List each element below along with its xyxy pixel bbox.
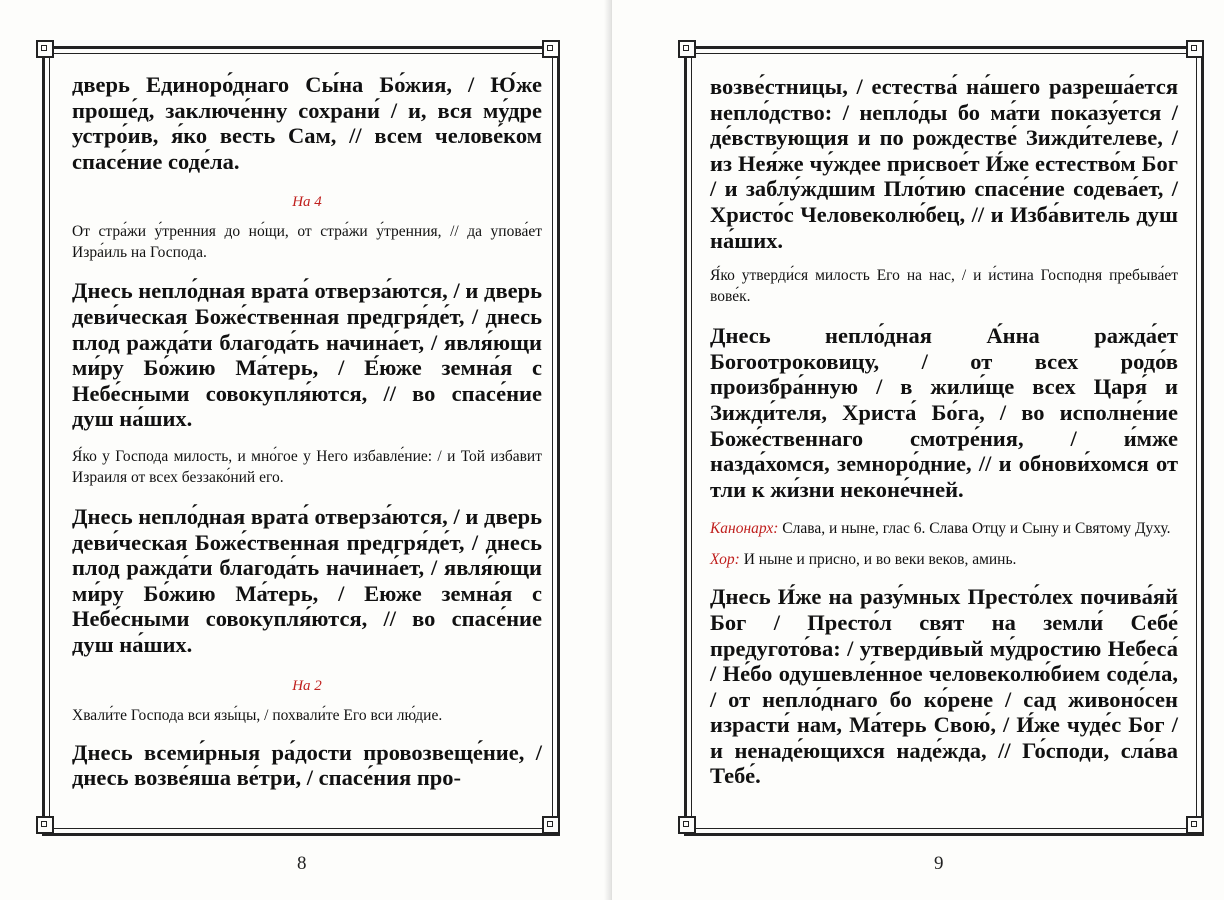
right-hymn-3: Днесь И́же на разу́мных Престо́лех почива́яй Бог / Престо́л свят на земли́ Себе́ предугото́ва: / утверди́вый му́дростию Небеса́ / Не́бо одушевле́нное человеколю́бием соде́ла, / от непло́днаго бо ко́рене / сад живоно́сен израсти́ нам, Ма́терь Свою́, / И́же чуде́с Бог / и ненаде́ющихся наде́жда, // Го́споди, сла́ва Тебе́. bbox=[710, 584, 1178, 789]
left-frame-corner-tr bbox=[542, 40, 560, 58]
left-heading-na-4: На 4 bbox=[292, 194, 322, 211]
right-page-number: 9 bbox=[934, 853, 944, 874]
left-hymn-4: Днесь всеми́рныя ра́дости провозвеще́ние, / днесь возве́яша ве́три, / спасе́ния про- bbox=[72, 739, 542, 791]
kanonarkh-label: Канонарх: bbox=[710, 520, 779, 538]
right-rubric-khor bbox=[710, 549, 1178, 570]
right-page bbox=[612, 0, 1224, 900]
right-frame-corner-bl bbox=[678, 816, 696, 834]
left-heading-na-2: На 2 bbox=[292, 677, 322, 694]
right-hymn-1: возве́стницы, / естества́ на́шего разреша́ется непло́дство: / непло́ды бо ма́ти показу́ется / де́вствующия и по рождестве́ Зижди́телеве, / из Нея́же чу́ждее присвое́т И́же естество́м Бог / и заблу́ждшим Пло́тию спасе́ние содева́ет, / Христо́с Человеколю́бец, // и Изба́витель душ на́ших. bbox=[710, 74, 1178, 253]
right-hymn-2: Днесь непло́дная А́нна ражда́ет Богоотроковицу, / от всех родо́в произбра́нную / в жили́ще всех Царя́ и Зижди́теля, Христа́ Бо́га, / во исполне́ние Боже́ственнаго смотре́ния, / и́мже назда́хомся, земноро́дние, // и обнови́хомся от тли к жи́зни неконе́чней. bbox=[710, 323, 1178, 502]
left-frame-corner-bl bbox=[36, 816, 54, 834]
kanonarkh-text: Слава, и ныне, глас 6. Слава Отцу и Сыну и Святому Духу. bbox=[782, 520, 1171, 538]
right-frame-corner-tr bbox=[1186, 40, 1204, 58]
left-page-text bbox=[72, 72, 542, 791]
left-hymn-2: Днесь непло́дная врата́ отверза́ются, / и дверь деви́ческая Боже́ственная предгря́де́т, / днесь плод ражда́ти благода́ть начина́ет, / явля́ющи ми́ру Бо́жию Ма́терь, / Е́юже земна́я с Небе́сными совокупля́ются, // во спасе́ние душ на́ших. bbox=[72, 278, 542, 432]
right-rubric-kanonarkh bbox=[710, 518, 1178, 539]
khor-label: Хор: bbox=[710, 551, 740, 569]
left-page-number: 8 bbox=[297, 853, 307, 874]
right-frame-corner-br bbox=[1186, 816, 1204, 834]
left-verse-3: Хвали́те Господа вси язы́цы, / похвали́те Его вси лю́дие. bbox=[72, 706, 443, 724]
left-frame-corner-br bbox=[542, 816, 560, 834]
left-verse-2: Я́ко у Господа милость, и мно́гое у Него избавле́ние: / и Той избавит Израиля от всех беззако́ний его. bbox=[72, 447, 542, 486]
left-frame-corner-tl bbox=[36, 40, 54, 58]
right-page-text bbox=[710, 74, 1178, 789]
left-verse-1: От стра́жи у́тренния до но́щи, от стра́жи у́тренния, // да упова́ет Изра́иль на Господа. bbox=[72, 223, 542, 262]
khor-text: И ныне и присно, и во веки веков, аминь. bbox=[743, 551, 1017, 569]
left-hymn-1: дверь Единоро́днаго Сы́на Бо́жия, / Ю́же проше́д, заключе́нну сохрани́ / и, вся му́дре устро́ив, я́ко весть Сам, // всем челове́ком спасе́ние соде́ла. bbox=[72, 72, 542, 174]
right-verse-1: Я́ко утверди́ся милость Его на нас, / и и́стина Господня пребыва́ет вове́к. bbox=[710, 267, 1178, 306]
left-hymn-3: Днесь непло́дная врата́ отверза́ются, / и дверь деви́ческая Боже́ственная предгря́де́т, / днесь плод ражда́ти благода́ть начина́ет, / явля́ющи ми́ру Бо́жию Ма́терь, / Еюже земна́я с Небе́сными совокупля́ются, // во спасе́ние душ на́ших. bbox=[72, 503, 542, 657]
right-frame-corner-tl bbox=[678, 40, 696, 58]
